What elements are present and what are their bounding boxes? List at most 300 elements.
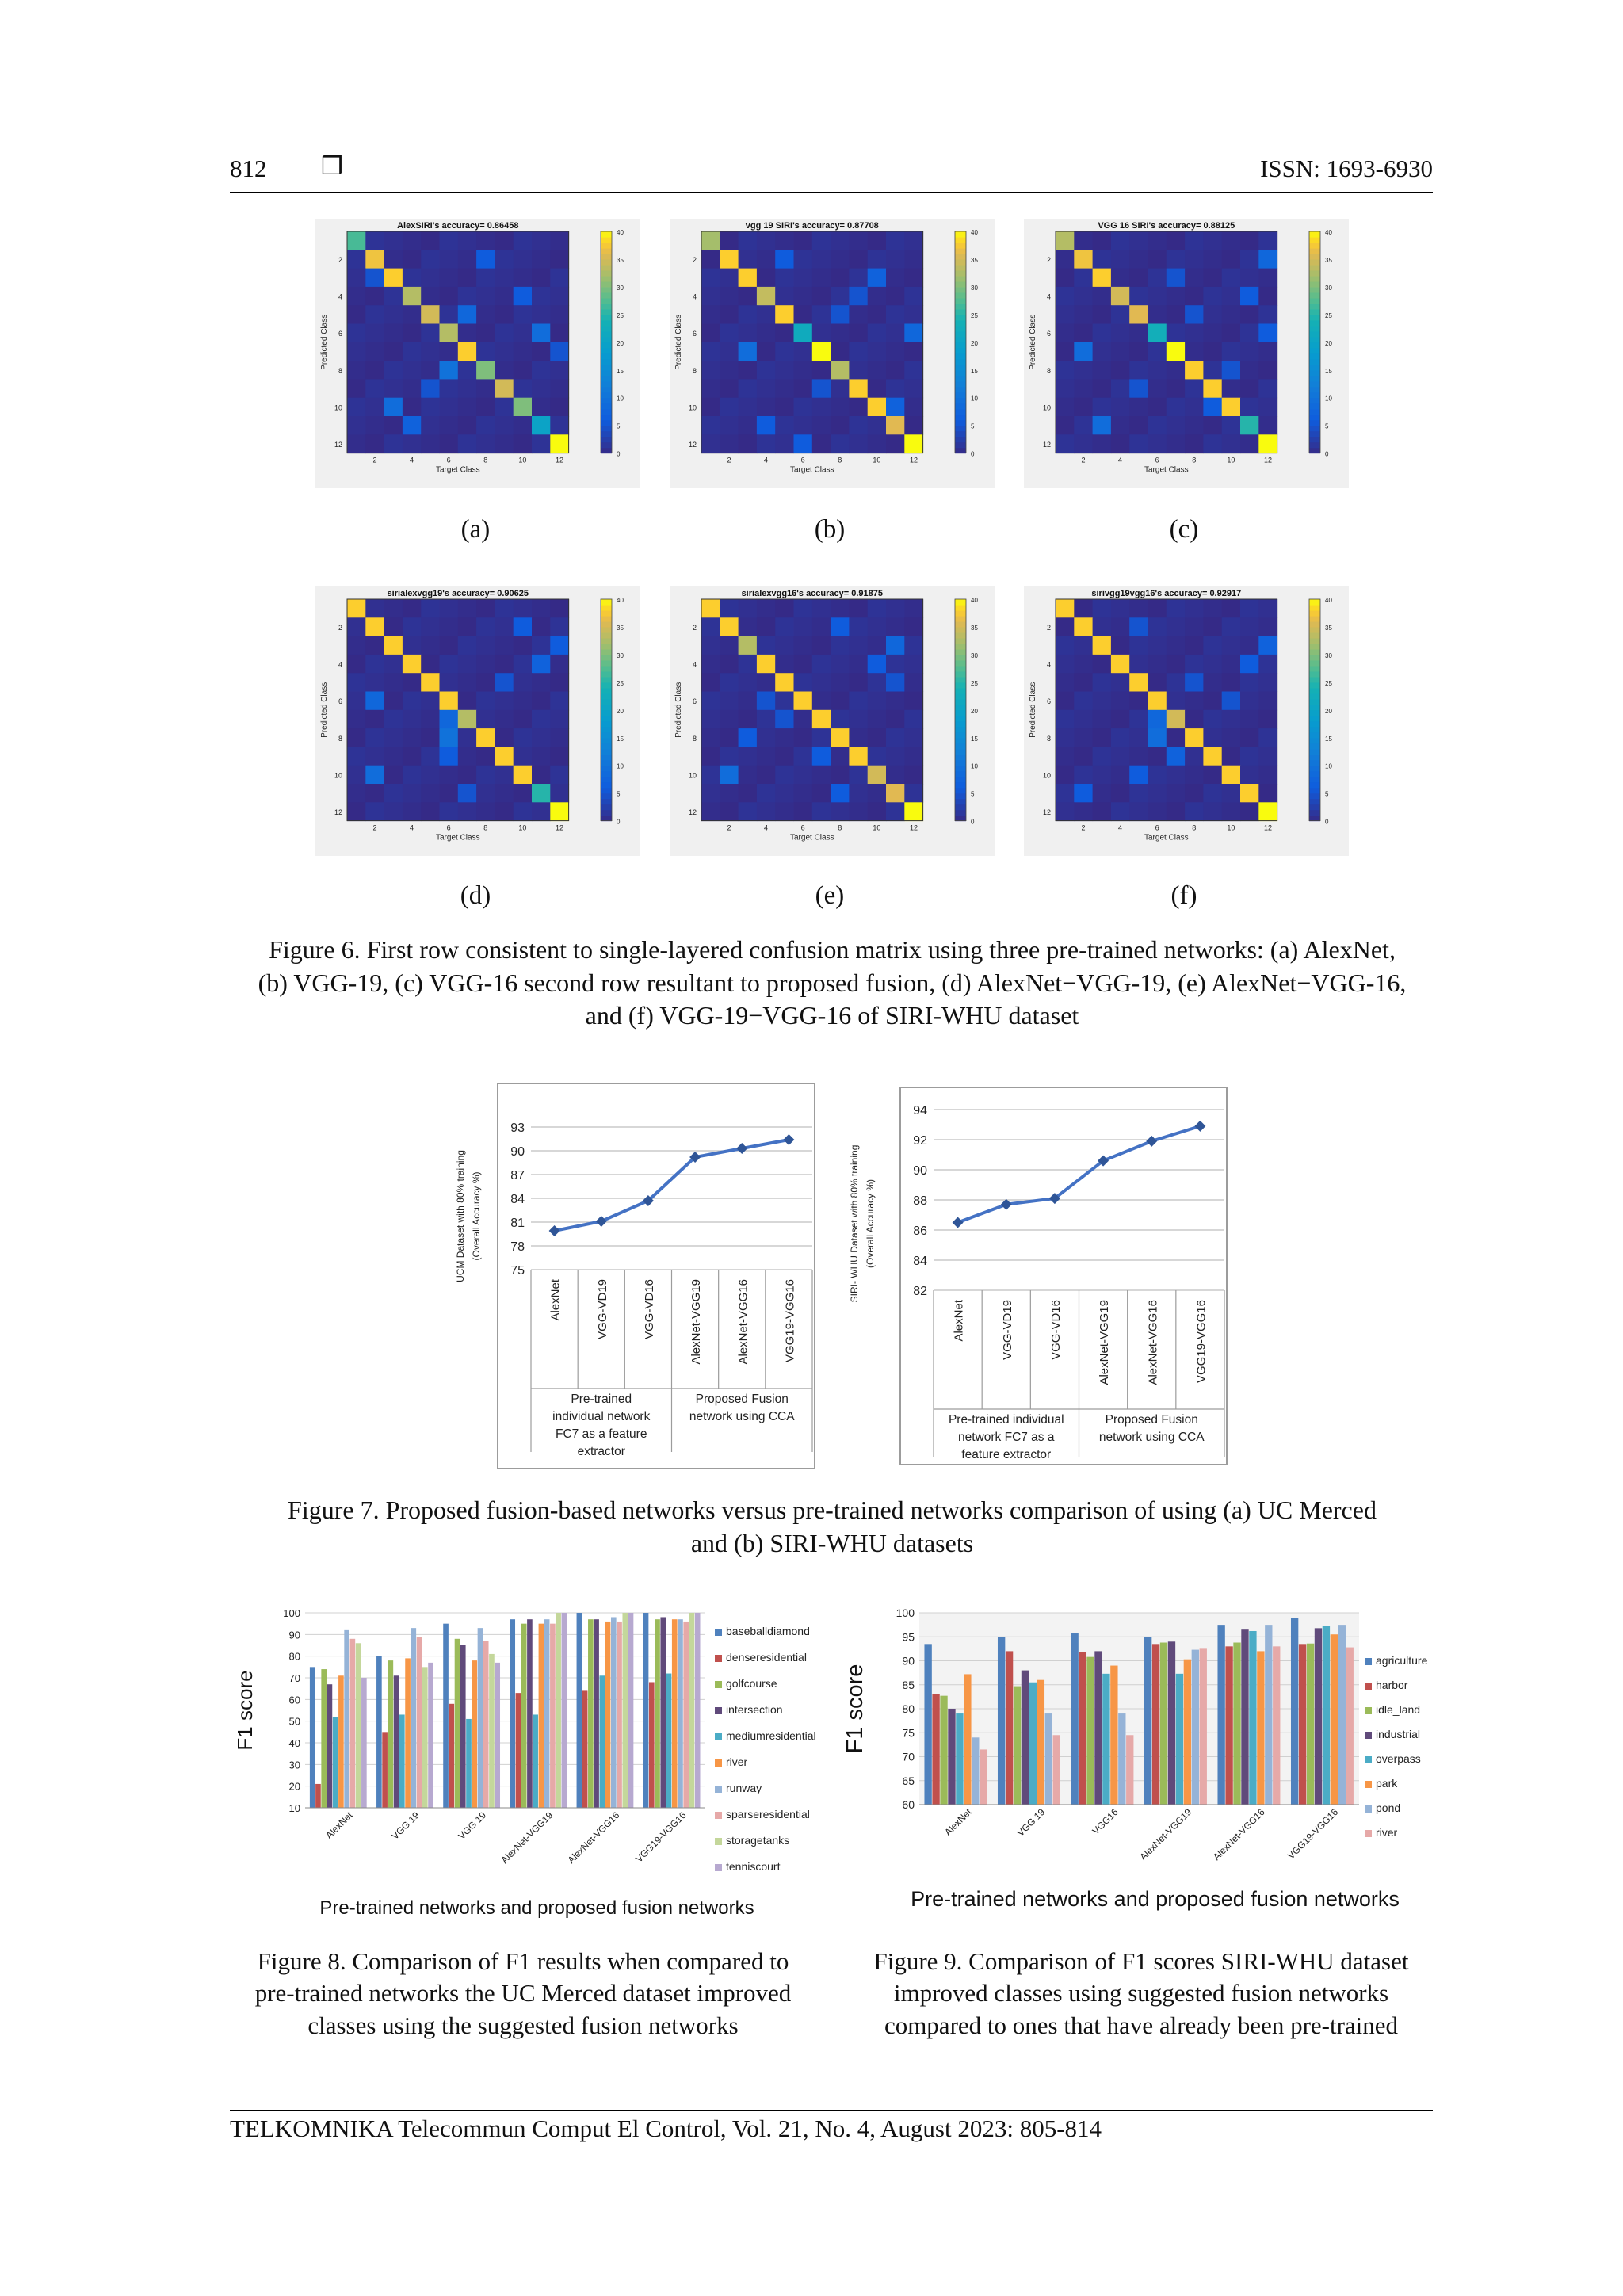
colorbar-segment — [955, 738, 966, 744]
matrix-cell — [1111, 655, 1130, 674]
matrix-cell — [1222, 710, 1241, 729]
legend-label: river — [726, 1755, 748, 1768]
bar — [1079, 1652, 1086, 1805]
y-tick-label: 84 — [913, 1255, 927, 1268]
matrix-cell — [701, 379, 720, 398]
matrix-cell — [550, 324, 569, 343]
matrix-cell — [868, 673, 887, 692]
matrix-cell — [384, 250, 403, 269]
matrix-cell — [794, 710, 813, 729]
matrix-cell — [1093, 379, 1112, 398]
matrix-cell — [458, 766, 477, 785]
matrix-cell — [849, 361, 868, 380]
group-label: extractor — [577, 1445, 625, 1458]
matrix-cell — [701, 766, 720, 785]
matrix-cell — [550, 434, 569, 453]
matrix-cell — [440, 692, 459, 711]
matrix-cell — [347, 416, 366, 435]
colorbar-segment — [955, 716, 966, 722]
matrix-cell — [1203, 599, 1222, 618]
colorbar-segment — [601, 699, 612, 705]
matrix-cell — [904, 599, 923, 618]
colorbar-segment — [601, 409, 612, 415]
colorbar-segment — [955, 315, 966, 321]
matrix-cell — [904, 617, 923, 636]
matrix-cell — [403, 710, 422, 729]
colorbar-segment — [601, 326, 612, 332]
matrix-cell — [1240, 379, 1259, 398]
x-axis-label: Target Class — [436, 833, 480, 842]
legend-swatch — [1365, 1781, 1372, 1788]
matrix-cell — [720, 747, 739, 766]
matrix-cell — [831, 728, 850, 747]
matrix-cell — [1167, 673, 1186, 692]
matrix-cell — [849, 747, 868, 766]
y-tick-label: 60 — [902, 1798, 915, 1811]
matrix-cell — [849, 802, 868, 821]
matrix-cell — [886, 766, 905, 785]
matrix-cell — [868, 784, 887, 803]
colorbar-segment — [601, 370, 612, 376]
matrix-cell — [1148, 231, 1167, 250]
matrix-cell — [440, 784, 459, 803]
matrix-cell — [886, 250, 905, 269]
matrix-cell — [495, 416, 514, 435]
matrix-cell — [1148, 305, 1167, 324]
bar — [1217, 1625, 1224, 1805]
colorbar-tick: 35 — [1325, 624, 1332, 632]
matrix-cell — [1203, 747, 1222, 766]
matrix-cell — [1056, 250, 1075, 269]
matrix-cell — [1222, 324, 1241, 343]
colorbar-tick: 30 — [617, 284, 624, 292]
matrix-cell — [514, 305, 533, 324]
matrix-cell — [720, 231, 739, 250]
bar — [1307, 1644, 1314, 1805]
matrix-cell — [458, 784, 477, 803]
matrix-cell — [739, 231, 758, 250]
matrix-cell — [550, 379, 569, 398]
colorbar-segment — [1309, 810, 1320, 816]
colorbar-segment — [601, 381, 612, 388]
matrix-cell — [1222, 747, 1241, 766]
matrix-cell — [1056, 324, 1075, 343]
colorbar-tick: 35 — [1325, 256, 1332, 264]
matrix-cell — [514, 784, 533, 803]
matrix-cell — [739, 655, 758, 674]
matrix-cell — [1167, 398, 1186, 417]
matrix-cell — [831, 636, 850, 655]
matrix-cell — [849, 342, 868, 361]
matrix-cell — [532, 287, 551, 306]
matrix-cell — [1167, 434, 1186, 453]
colorbar-segment — [1309, 337, 1320, 343]
matrix-cell — [514, 361, 533, 380]
matrix-cell — [1074, 324, 1093, 343]
colorbar-segment — [1309, 677, 1320, 683]
matrix-cell — [1258, 398, 1277, 417]
y-tick-label: 6 — [1046, 330, 1051, 338]
colorbar-segment — [1309, 621, 1320, 628]
matrix-cell — [1203, 802, 1222, 821]
matrix-cell — [1129, 324, 1148, 343]
matrix-cell — [904, 692, 923, 711]
matrix-cell — [812, 250, 831, 269]
matrix-cell — [757, 692, 776, 711]
matrix-cell — [1222, 599, 1241, 618]
matrix-cell — [1129, 250, 1148, 269]
matrix-cell — [720, 710, 739, 729]
matrix-cell — [1185, 747, 1204, 766]
bar — [1037, 1680, 1044, 1805]
matrix-cell — [532, 398, 551, 417]
matrix-cell — [495, 361, 514, 380]
bar — [361, 1678, 367, 1808]
colorbar-segment — [1309, 732, 1320, 739]
matrix-cell — [701, 673, 720, 692]
matrix-cell — [421, 434, 440, 453]
matrix-cell — [1222, 802, 1241, 821]
y-tick-label: 92 — [913, 1134, 927, 1148]
matrix-cell — [1222, 250, 1241, 269]
colorbar-segment — [1309, 342, 1320, 349]
matrix-title: VGG 16 SIRI's accuracy= 0.88125 — [1098, 221, 1235, 231]
matrix-cell — [514, 655, 533, 674]
matrix-cell — [794, 250, 813, 269]
bar — [1110, 1666, 1117, 1805]
confusion-matrix-5 — [670, 586, 995, 856]
bar — [466, 1719, 472, 1808]
matrix-cell — [775, 416, 794, 435]
bar — [1346, 1648, 1354, 1805]
matrix-cell — [1056, 231, 1075, 250]
bar — [356, 1643, 361, 1808]
matrix-cell — [1111, 710, 1130, 729]
matrix-cell — [757, 361, 776, 380]
matrix-cell — [775, 784, 794, 803]
colorbar-segment — [955, 660, 966, 667]
matrix-cell — [794, 802, 813, 821]
matrix-cell — [495, 692, 514, 711]
colorbar-segment — [601, 644, 612, 650]
matrix-cell — [421, 361, 440, 380]
caption-line: classes using the suggested fusion networks — [307, 2011, 739, 2039]
bar — [1071, 1633, 1078, 1805]
matrix-cell — [831, 655, 850, 674]
caption-line: improved classes using suggested fusion networks — [893, 1979, 1389, 2008]
matrix-cell — [701, 747, 720, 766]
matrix-cell — [1129, 784, 1148, 803]
matrix-title: AlexSIRI's accuracy= 0.86458 — [397, 221, 519, 231]
matrix-cell — [794, 287, 813, 306]
matrix-cell — [831, 287, 850, 306]
matrix-cell — [849, 617, 868, 636]
y-tick-label: 10 — [334, 771, 342, 780]
colorbar-segment — [1309, 627, 1320, 633]
matrix-cell — [1203, 728, 1222, 747]
matrix-cell — [1258, 416, 1277, 435]
y-tick-label: 2 — [692, 255, 697, 264]
x-tick-label: 2 — [727, 456, 731, 464]
matrix-cell — [886, 728, 905, 747]
colorbar-tick: 30 — [1325, 651, 1332, 659]
matrix-cell — [1056, 416, 1075, 435]
matrix-cell — [1203, 434, 1222, 453]
matrix-cell — [701, 250, 720, 269]
colorbar-segment — [601, 403, 612, 410]
matrix-cell — [1185, 692, 1204, 711]
colorbar-segment — [1309, 320, 1320, 327]
colorbar-segment — [955, 760, 966, 766]
matrix-cell — [1258, 361, 1277, 380]
matrix-cell — [458, 269, 477, 288]
matrix-cell — [532, 784, 551, 803]
legend-swatch — [1365, 1756, 1372, 1763]
colorbar-segment — [1309, 365, 1320, 371]
matrix-cell — [757, 250, 776, 269]
matrix-cell — [720, 784, 739, 803]
matrix-cell — [1111, 231, 1130, 250]
matrix-cell — [775, 655, 794, 674]
matrix-cell — [886, 599, 905, 618]
category-label: VGG-VD19 — [1000, 1300, 1014, 1360]
matrix-cell — [1074, 784, 1093, 803]
y-tick-label: 90 — [902, 1654, 915, 1668]
matrix-cell — [476, 416, 495, 435]
matrix-cell — [365, 361, 384, 380]
matrix-cell — [1258, 305, 1277, 324]
colorbar-tick: 15 — [1325, 735, 1332, 743]
matrix-cell — [495, 269, 514, 288]
matrix-cell — [1222, 673, 1241, 692]
matrix-cell — [1148, 342, 1167, 361]
matrix-cell — [720, 766, 739, 785]
bar — [1160, 1643, 1167, 1805]
colorbar-tick: 20 — [1325, 339, 1332, 347]
confusion-matrix-6 — [1024, 586, 1349, 856]
colorbar-segment — [955, 788, 966, 794]
matrix-cell — [440, 361, 459, 380]
matrix-cell — [794, 416, 813, 435]
x-tick-label: 10 — [873, 823, 881, 832]
matrix-cell — [775, 231, 794, 250]
matrix-cell — [421, 710, 440, 729]
colorbar-segment — [601, 610, 612, 617]
matrix-cell — [868, 379, 887, 398]
matrix-cell — [532, 324, 551, 343]
matrix-cell — [458, 673, 477, 692]
matrix-cell — [812, 324, 831, 343]
matrix-cell — [458, 250, 477, 269]
matrix-cell — [532, 599, 551, 618]
matrix-cell — [1240, 747, 1259, 766]
matrix-cell — [421, 655, 440, 674]
matrix-cell — [532, 710, 551, 729]
matrix-cell — [476, 766, 495, 785]
legend-label: overpass — [1376, 1752, 1421, 1765]
matrix-cell — [1167, 692, 1186, 711]
matrix-cell — [1129, 305, 1148, 324]
colorbar-tick: 25 — [617, 311, 624, 319]
matrix-cell — [1222, 416, 1241, 435]
matrix-cell — [495, 342, 514, 361]
matrix-cell — [458, 599, 477, 618]
matrix-cell — [365, 250, 384, 269]
bar — [556, 1613, 561, 1808]
matrix-cell — [775, 766, 794, 785]
matrix-cell — [868, 305, 887, 324]
figure-7-caption — [190, 1494, 1474, 1560]
matrix-cell — [458, 692, 477, 711]
bar — [533, 1714, 538, 1808]
matrix-cell — [739, 766, 758, 785]
legend-label: industrial — [1376, 1728, 1421, 1740]
colorbar-segment — [1309, 315, 1320, 321]
footer-citation: TELKOMNIKA Telecommun Comput El Control, Vol. 21, No. 4, August 2023: 805-814 — [230, 2115, 1102, 2142]
x-tick-label: 6 — [446, 823, 451, 832]
matrix-cell — [495, 599, 514, 618]
matrix-cell — [365, 434, 384, 453]
x-tick-label: 4 — [764, 823, 769, 832]
matrix-cell — [384, 361, 403, 380]
matrix-cell — [1240, 305, 1259, 324]
matrix-cell — [886, 379, 905, 398]
y-axis-label: (Overall Accuracy %) — [865, 1179, 876, 1269]
matrix-cell — [347, 599, 366, 618]
matrix-cell — [886, 747, 905, 766]
bar — [422, 1667, 428, 1808]
bar — [678, 1619, 683, 1808]
colorbar-segment — [955, 415, 966, 421]
matrix-cell — [701, 342, 720, 361]
matrix-cell — [347, 802, 366, 821]
bar — [1053, 1735, 1060, 1805]
matrix-cell — [1203, 250, 1222, 269]
matrix-cell — [476, 655, 495, 674]
matrix-cell — [720, 342, 739, 361]
matrix-cell — [701, 287, 720, 306]
matrix-cell — [720, 434, 739, 453]
colorbar-segment — [601, 605, 612, 611]
matrix-cell — [347, 710, 366, 729]
matrix-cell — [384, 269, 403, 288]
matrix-cell — [347, 231, 366, 250]
matrix-cell — [1203, 416, 1222, 435]
matrix-cell — [1111, 673, 1130, 692]
matrix-cell — [1148, 361, 1167, 380]
matrix-cell — [1056, 802, 1075, 821]
colorbar-segment — [601, 655, 612, 661]
colorbar-segment — [601, 415, 612, 421]
figure-7b-line-chart — [840, 1086, 1228, 1466]
bar — [1045, 1713, 1052, 1805]
matrix-cell — [384, 710, 403, 729]
matrix-cell — [476, 434, 495, 453]
colorbar-segment — [601, 727, 612, 733]
colorbar-segment — [955, 376, 966, 382]
colorbar-segment — [601, 716, 612, 722]
matrix-cell — [886, 305, 905, 324]
matrix-cell — [1240, 692, 1259, 711]
y-tick-label: 84 — [510, 1193, 525, 1206]
matrix-cell — [365, 784, 384, 803]
colorbar-segment — [1309, 644, 1320, 650]
matrix-cell — [440, 250, 459, 269]
y-tick-label: 94 — [913, 1104, 927, 1117]
bar — [1323, 1626, 1330, 1805]
matrix-cell — [1222, 379, 1241, 398]
matrix-cell — [1111, 287, 1130, 306]
x-tick-label: 4 — [410, 823, 414, 832]
matrix-cell — [831, 599, 850, 618]
colorbar-segment — [955, 420, 966, 426]
matrix-cell — [904, 747, 923, 766]
matrix-cell — [739, 269, 758, 288]
matrix-cell — [550, 728, 569, 747]
matrix-cell — [886, 361, 905, 380]
matrix-cell — [1203, 710, 1222, 729]
matrix-cell — [421, 636, 440, 655]
matrix-cell — [1056, 379, 1075, 398]
bar — [1291, 1618, 1298, 1805]
y-tick-label: 75 — [510, 1264, 525, 1278]
bar — [510, 1619, 515, 1808]
category-label: VGG-VD16 — [642, 1279, 656, 1339]
colorbar-segment — [955, 381, 966, 388]
matrix-cell — [495, 673, 514, 692]
matrix-cell — [1129, 342, 1148, 361]
colorbar-segment — [1309, 370, 1320, 376]
colorbar-segment — [1309, 760, 1320, 766]
matrix-cell — [476, 728, 495, 747]
y-tick-label: 90 — [913, 1164, 927, 1178]
matrix-cell — [514, 324, 533, 343]
colorbar-tick: 25 — [971, 311, 978, 319]
matrix-cell — [403, 655, 422, 674]
colorbar-tick: 20 — [617, 707, 624, 715]
matrix-cell — [1074, 287, 1093, 306]
bar — [655, 1619, 660, 1808]
colorbar-segment — [1309, 782, 1320, 789]
matrix-cell — [1167, 342, 1186, 361]
matrix-cell — [757, 728, 776, 747]
matrix-cell — [868, 655, 887, 674]
matrix-cell — [812, 231, 831, 250]
matrix-cell — [347, 617, 366, 636]
group-label: network FC7 as a — [958, 1431, 1055, 1444]
legend-label: mediumresidential — [726, 1729, 816, 1742]
bar — [338, 1675, 344, 1808]
colorbar-segment — [1309, 326, 1320, 332]
matrix-cell — [1111, 416, 1130, 435]
matrix-cell — [403, 324, 422, 343]
matrix-cell — [550, 287, 569, 306]
matrix-cell — [550, 617, 569, 636]
matrix-cell — [1222, 766, 1241, 785]
bar — [1331, 1634, 1338, 1805]
matrix-cell — [739, 398, 758, 417]
matrix-cell — [720, 269, 739, 288]
subfigure-label: (a) — [460, 515, 491, 544]
legend-label: river — [1376, 1826, 1398, 1839]
matrix-cell — [1258, 766, 1277, 785]
matrix-cell — [365, 728, 384, 747]
matrix-cell — [476, 398, 495, 417]
matrix-cell — [1148, 728, 1167, 747]
matrix-cell — [868, 361, 887, 380]
matrix-cell — [1093, 361, 1112, 380]
matrix-cell — [1148, 766, 1167, 785]
